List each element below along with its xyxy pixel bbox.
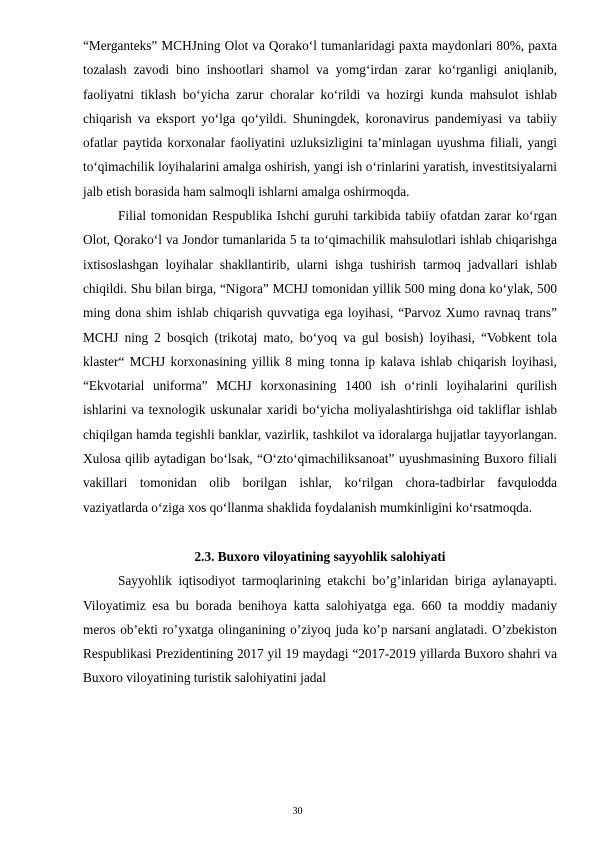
page-number: 30 (292, 806, 303, 817)
paragraph-merganteks: “Merganteks” MCHJning Olot va Qorako‘l tumanlaridagi paxta maydonlari 80%, paxta tozalash zavodi bino inshootlari shamol va yomg‘irdan zarar ko‘rganligi aniqlanib, faoliyatni tiklash bo‘yicha zarur choralar ko‘rildi va hozirgi kunda mahsulot ishlab chiqarish va eksport yo‘lga qo‘yildi. Shuningdek, koronavirus pandemiyasi va tabiiy ofatlar paytida korxonalar faoliyatini uzluksizligini ta’minlagan uyushma filiali, yangi to‘qimachilik loyihalarini amalga oshirish, yangi ish o‘rinlarini yaratish, investitsiyalarni jalb etish borasida ham salmoqli ishlarni amalga oshirmoqda. (83, 38, 557, 199)
paragraph-filial: Filial tomonidan Respublika Ishchi guruhi tarkibida tabiiy ofatdan zarar ko‘rgan Olot, Qorako‘l va Jondor tumanlarida 5 ta to‘qimachilik mahsulotlari ishlab chiqarishga ixtisoslashgan loyihalar shakllantirib, ularni ishga tushirish tarmoq jadvallari ishlab chiqildi. Shu bilan birga, “Nigora” MCHJ tomonidan yillik 500 ming dona ko‘ylak, 500 ming dona shim ishlab chiqarish quvvatiga ega loyihasi, “Parvoz Xumo ravnaq trans” MCHJ ning 2 bosqich (trikotaj mato, bo‘yoq va gul bosish) loyihasi, “Vobkent tola klaster“ MCHJ korxonasining yillik 8 ming tonna ip kalava ishlab chiqarish loyihasi, “Ekvotarial uniforma” MCHJ korxonasining 1400 ish o‘rinli loyihalarini qurilish ishlarini va texnologik uskunalar xaridi bo‘yicha moliyalashtirishga oid takliflar ishlab chiqilgan hamda tegishli banklar, vazirlik, tashkilot va idoralarga hujjatlar tayyorlangan. Xulosa qilib aytadigan bo‘lsak, “O‘zto‘qimachiliksanoat” uyushmasining Buxoro filiali vakillari tomonidan olib borilgan ishlar, ko‘rilgan chora-tadbirlar favqulodda vaziyatlarda o‘ziga xos qo‘llanma shaklida foydalanish mumkinligini ko‘rsatmoqda. (83, 208, 557, 515)
section-heading: 2.3. Buxoro viloyatining sayyohlik salohiyati (194, 548, 446, 564)
paragraph-sayyohlik: Sayyohlik iqtisodiyot tarmoqlarining etakchi bo’g’inlaridan biriga aylanayapti. Viloyatimiz esa bu borada benihoya katta salohiyatga ega. 660 ta moddiy madaniy meros ob’ekti ro’yxatga olinganining o’ziyoq juda ko’p narsani anglatadi. O’zbekiston Respublikasi Prezidentining 2017 yil 19 maydagi “2017-2019 yillarda Buxoro shahri va Buxoro viloyatining turistik salohiyatini jadal (83, 573, 557, 686)
document-page (83, 34, 557, 691)
